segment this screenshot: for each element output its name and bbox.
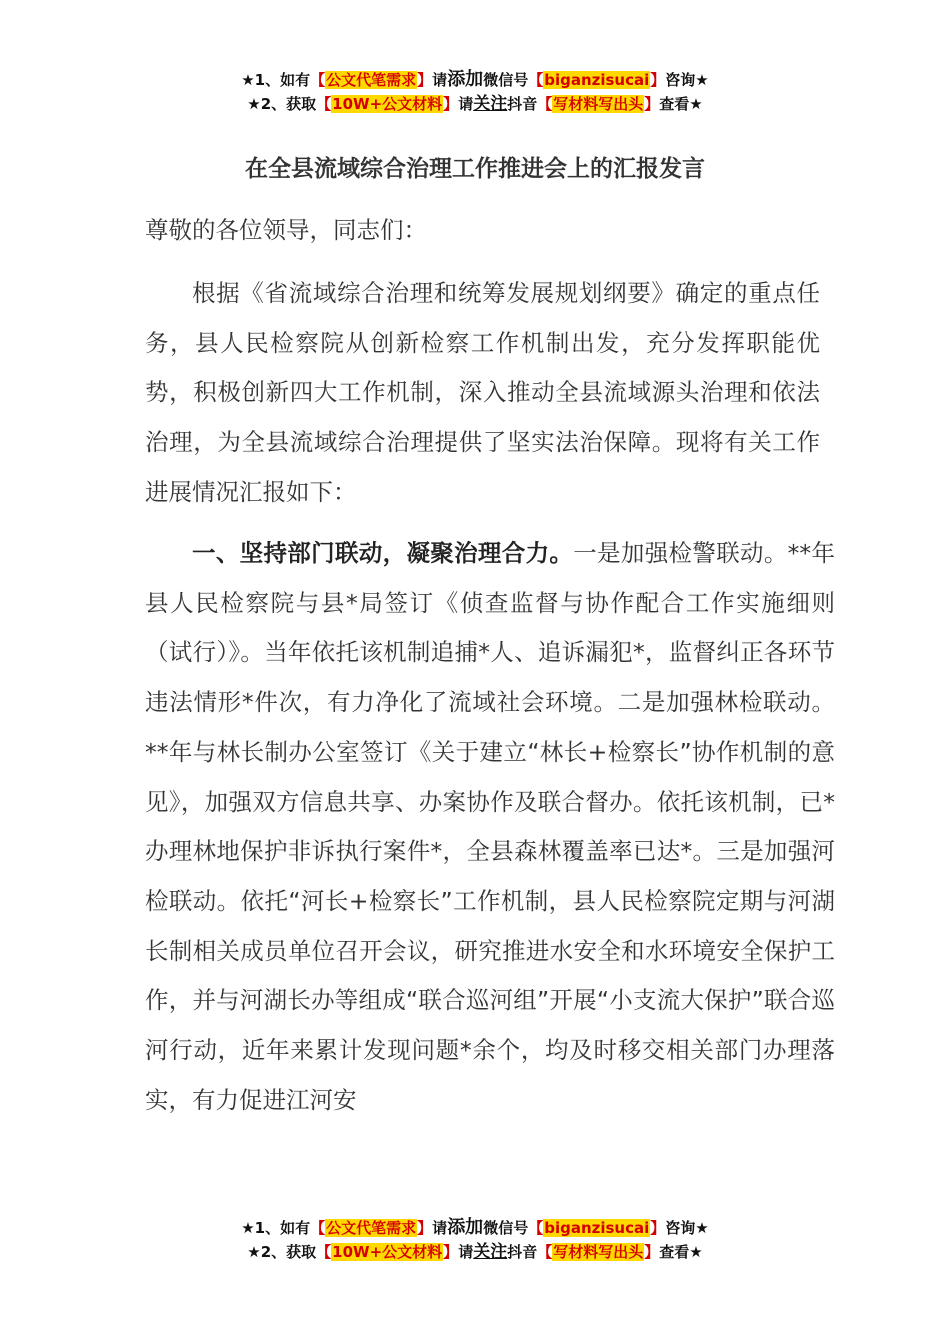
promo-text: 请 xyxy=(458,1243,474,1261)
promo-emphasis: 添加 xyxy=(447,69,484,90)
bracket: 】 xyxy=(650,71,666,89)
promo-text: 请 xyxy=(432,71,448,89)
promo-line-1 xyxy=(0,68,950,92)
promo-line-1 xyxy=(0,1216,950,1240)
promo-text: 咨询★ xyxy=(665,1219,709,1237)
highlight-wechat-id: biganzisucai xyxy=(544,1219,650,1237)
promo-text: 抖音 xyxy=(507,1243,538,1261)
bracket: 【 xyxy=(528,71,544,89)
highlight-douyin-account: 写材料写出头 xyxy=(553,95,644,113)
document-title: 在全县流域综合治理工作推进会上的汇报发言 xyxy=(245,156,705,182)
bracket: 【 xyxy=(310,1219,326,1237)
highlight-douyin-account: 写材料写出头 xyxy=(553,1243,644,1261)
bracket: 】 xyxy=(644,95,660,113)
bracket: 【 xyxy=(316,1243,332,1261)
promo-emphasis: 关注 xyxy=(473,94,508,114)
highlight-materials: 10W+公文材料 xyxy=(332,1243,443,1261)
highlight-service: 公文代笔需求 xyxy=(326,71,417,89)
bracket: 【 xyxy=(537,1243,553,1261)
promo-text: ★2、获取 xyxy=(247,95,317,113)
section-body: 一是加强检警联动。**年县人民检察院与县*局签订《侦查监督与协作配合工作实施细则（试行）》。当年依托该机制追捕*人、追诉漏犯*，监督纠正各环节违法情形*件次，有力净化了流域社会环境。二是加强林检联动。**年与林长制办公室签订《关于建立“林长+检察长”协作机制的意见》，加强双方信息共享、办案协作及联合督办。依托该机制，已*办理林地保护非诉执行案件*，全县森林覆盖率已达*。三是加强河检联动。依托“河长+检察长”工作机制，县人民检察院定期与河湖长制相关成员单位召开会议，研究推进水安全和水环境安全保护工作，并与河湖长办等组成“联合巡河组”开展“小支流大保护”联合巡河行动，近年来累计发现问题*余个，均及时移交相关部门办理落实，有力促进江河安 xyxy=(145,539,836,1114)
bracket: 】 xyxy=(417,71,433,89)
promo-text: 咨询★ xyxy=(665,71,709,89)
bracket: 】 xyxy=(417,1219,433,1237)
promo-emphasis: 关注 xyxy=(473,1242,508,1262)
promo-text: ★1、如有 xyxy=(241,1219,311,1237)
highlight-materials: 10W+公文材料 xyxy=(332,95,443,113)
highlight-service: 公文代笔需求 xyxy=(326,1219,417,1237)
bottom-promo-banner xyxy=(0,1216,950,1264)
promo-emphasis: 添加 xyxy=(447,1217,484,1238)
salutation: 尊敬的各位领导，同志们： xyxy=(145,216,427,244)
top-promo-banner xyxy=(0,68,950,116)
promo-line-2 xyxy=(0,1240,950,1264)
section-heading: 一、坚持部门联动，凝聚治理合力。 xyxy=(192,539,574,567)
promo-line-2 xyxy=(0,92,950,116)
promo-text: 抖音 xyxy=(507,95,538,113)
promo-text: 请 xyxy=(458,95,474,113)
bracket: 】 xyxy=(650,1219,666,1237)
bracket: 】 xyxy=(644,1243,660,1261)
bracket: 【 xyxy=(316,95,332,113)
promo-text: 查看★ xyxy=(659,95,703,113)
promo-text: ★1、如有 xyxy=(241,71,311,89)
promo-text: 请 xyxy=(432,1219,448,1237)
promo-text: 微信号 xyxy=(483,71,529,89)
bracket: 】 xyxy=(443,95,459,113)
bracket: 】 xyxy=(443,1243,459,1261)
promo-text: 微信号 xyxy=(483,1219,529,1237)
promo-text: 查看★ xyxy=(659,1243,703,1261)
bracket: 【 xyxy=(537,95,553,113)
promo-text: ★2、获取 xyxy=(247,1243,317,1261)
paragraph-intro: 根据《省流域综合治理和统筹发展规划纲要》确定的重点任务，县人民检察院从创新检察工作机制出发，充分发挥职能优势，积极创新四大工作机制，深入推动全县流域源头治理和依法治理，为全县流域综合治理提供了坚实法治保障。现将有关工作进展情况汇报如下： xyxy=(145,279,820,506)
bracket: 【 xyxy=(310,71,326,89)
highlight-wechat-id: biganzisucai xyxy=(544,71,650,89)
paragraph-section-1 xyxy=(145,529,835,1125)
bracket: 【 xyxy=(528,1219,544,1237)
